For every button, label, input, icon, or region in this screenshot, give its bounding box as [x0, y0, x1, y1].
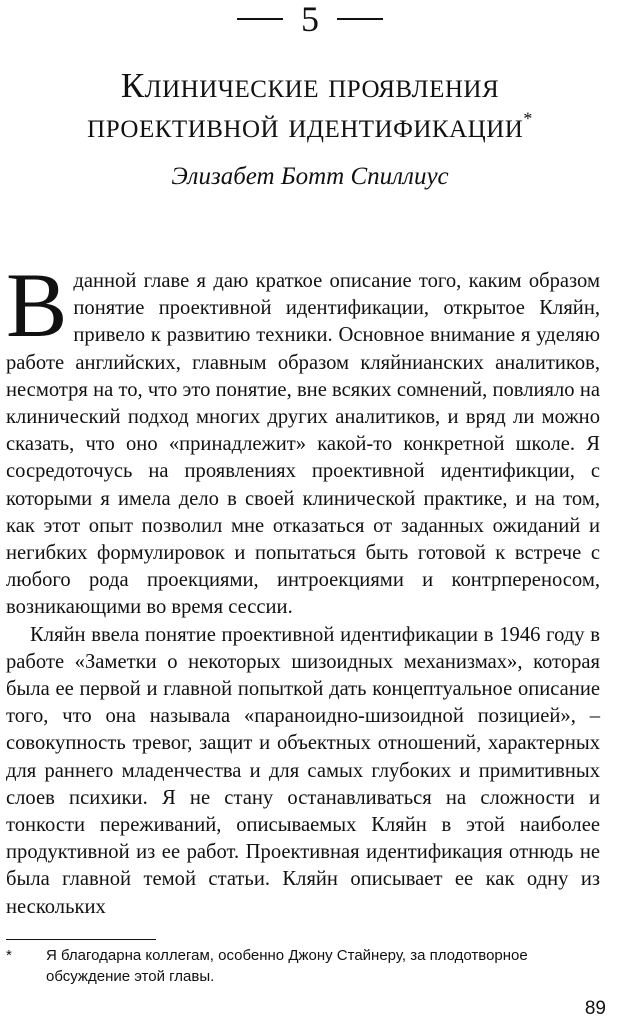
- footnote-text: Я благодарна коллегам, особенно Джону Стайнеру, за плодотворное обсуждение этой главы.: [46, 947, 528, 985]
- paragraph-2: Кляйн ввела понятие проективной идентификации в 1946 году в работе «Заметки о некоторых шизоидных механизмах», которая была ее первой и главной попыткой дать концептуальное описание того, что она называла «параноидно-шизоидной позицией», – совокупность тревог, защит и объектных отношений, характерных для раннего младенчества и для самых глубоких и примитивных слоев психики. Я не стану останавливаться на сложности и тонкости переживаний, описываемых Кляйн в этой наиболее продуктивной из ее работ. Проективная идентификация отнюдь не была главной темой статьи. Кляйн описывает ее как одну из нескольких: [6, 623, 600, 918]
- chapter-number: 5: [301, 0, 319, 39]
- drop-cap: В: [6, 254, 68, 356]
- chapter-title-line2-wrap: [0, 106, 620, 146]
- chapter-number-row: [0, 0, 620, 39]
- chapter-author: Элизабет Ботт Спиллиус: [171, 163, 449, 190]
- footnote: [6, 945, 600, 987]
- page-number: 89: [584, 998, 606, 1019]
- chapter-title-line2: проективной идентификации: [87, 106, 524, 145]
- chapter-title: [0, 66, 620, 146]
- chapter-title-line1: Клинические проявления: [120, 66, 500, 105]
- paragraph-1-text: данной главе я даю краткое описание того, каким образом понятие проективной идентификации, открытое Кляйн, привело к развитию техники. Основное внимание я уделяю работе английских, главным образом кляйнианских аналитиков, несмотря на то, что это понятие, вне всяких сомнений, повлияло на клинический подход многих других аналитиков, и вряд ли можно сказать, что оно «принадлежит» какой-то конкретной школе. Я сосредоточусь на проявлениях проективной идентификции, с которыми я имела дело в своей клинической практике, и на том, как этот опыт позволил мне отказаться от заданных ожиданий и негибких формулировок и попытаться быть готовой к встрече с любого рода проекциями, интроекциями и контрпереносом, возникающими во время сессии.: [6, 270, 600, 619]
- left-rule: [237, 18, 283, 20]
- footnote-mark: *: [6, 947, 12, 964]
- body-text: [6, 254, 600, 921]
- title-footnote-mark[interactable]: *: [523, 108, 533, 129]
- right-rule: [337, 18, 383, 20]
- footnote-rule: [6, 939, 156, 940]
- paragraph-1: [6, 254, 600, 622]
